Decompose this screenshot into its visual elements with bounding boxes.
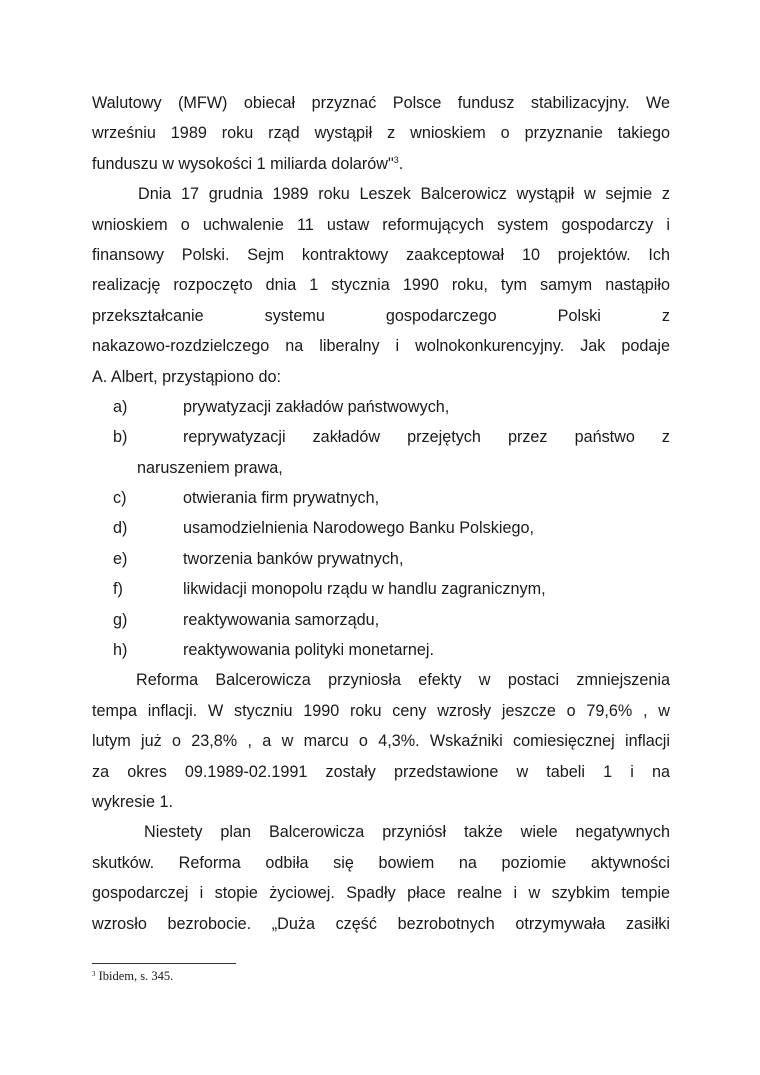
paragraph-1 [92,88,670,179]
text-line: przekształcanie systemu gospodarczego Polski z [92,306,670,325]
list-item-text: likwidacji monopolu rządu w handlu zagranicznym, [183,580,546,599]
text-line: wnioskiem o uchwalenie 11 ustaw reformujących system gospodarczy i [92,215,670,234]
text-line: Dnia 17 grudnia 1989 roku Leszek Balcerowicz wystąpił w sejmie z [138,185,670,204]
footnote-reference[interactable]: 3 [393,154,399,165]
text-line: skutków. Reforma odbiła się bowiem na poziomie aktywności [92,853,670,872]
list-item-text: tworzenia banków prywatnych, [183,549,404,568]
footnote-number: 3 [92,970,96,978]
list-item [92,605,670,635]
text-line: finansowy Polski. Sejm kontraktowy zaakceptował 10 projektów. Ich [92,245,670,264]
list-item [92,483,670,513]
text-line: lutym już o 23,8% , a w marcu o 4,3%. Wskaźniki comiesięcznej inflacji [92,732,670,751]
paragraph-3 [92,665,670,817]
text-line: nakazowo-rozdzielczego na liberalny i wolnokonkurencyjny. Jak podaje [92,337,670,356]
text-line: Reforma Balcerowicza przyniosła efekty w postaci zmniejszenia [136,671,670,690]
text-line: Walutowy (MFW) obiecał przyznać Polsce fundusz stabilizacyjny. We [92,94,670,112]
list-marker: e) [113,549,128,568]
text-line: wrześniu 1989 roku rząd wystąpił z wnioskiem o przyznanie takiego [92,124,670,143]
list-marker: a) [113,397,128,416]
text-line-content: funduszu w wysokości 1 miliarda dolarów" [92,154,394,173]
list-item [92,635,670,665]
list-marker: d) [113,519,128,538]
footnote-text: Ibidem, s. 345. [95,969,174,983]
text-line: tempa inflacji. W styczniu 1990 roku ceny wzrosły jeszcze o 79,6% , w [92,701,670,720]
list-marker: f) [113,580,123,599]
paragraph-2 [92,179,670,392]
footnote-separator [92,963,236,964]
document-page [92,88,670,939]
list-item-text: reaktywowania samorządu, [183,610,380,629]
text-line: gospodarczej i stopie życiowej. Spadły płace realne i w szybkim tempie [92,884,670,903]
list-item-continuation: naruszeniem prawa, [137,458,283,477]
footnote [92,969,173,984]
list-item-text: reaktywowania polityki monetarnej. [183,641,435,660]
list-marker: c) [113,489,127,508]
text-line: za okres 09.1989-02.1991 zostały przedstawione w tabeli 1 i na [92,762,670,781]
text-line [92,149,670,179]
text-line: Niestety plan Balcerowicza przyniósł także wiele negatywnych [144,823,670,842]
paragraph-4 [92,817,670,939]
list-item-text: prywatyzacji zakładów państwowych, [183,397,450,416]
text-line: realizację rozpoczęto dnia 1 stycznia 1990 roku, tym samym nastąpiło [92,276,670,295]
text-line: wykresie 1. [92,792,173,811]
list-item [92,544,670,574]
list-marker: b) [113,428,128,447]
list-item-text: reprywatyzacji zakładów przejętych przez państwo z [183,428,670,447]
list-marker: g) [113,610,128,629]
list-item [92,513,670,543]
reform-list [92,392,670,666]
list-marker: h) [113,641,128,660]
text-line: A. Albert, przystąpiono do: [92,367,281,386]
list-item-text: usamodzielnienia Narodowego Banku Polskiego, [183,519,534,538]
list-item [92,422,670,452]
list-item [92,392,670,422]
text-line: wzrosło bezrobocie. „Duża część bezrobotnych otrzymywała zasiłki [92,914,670,933]
list-item-text: otwierania firm prywatnych, [183,489,380,508]
list-item [92,574,670,604]
line-end: . [398,154,404,173]
